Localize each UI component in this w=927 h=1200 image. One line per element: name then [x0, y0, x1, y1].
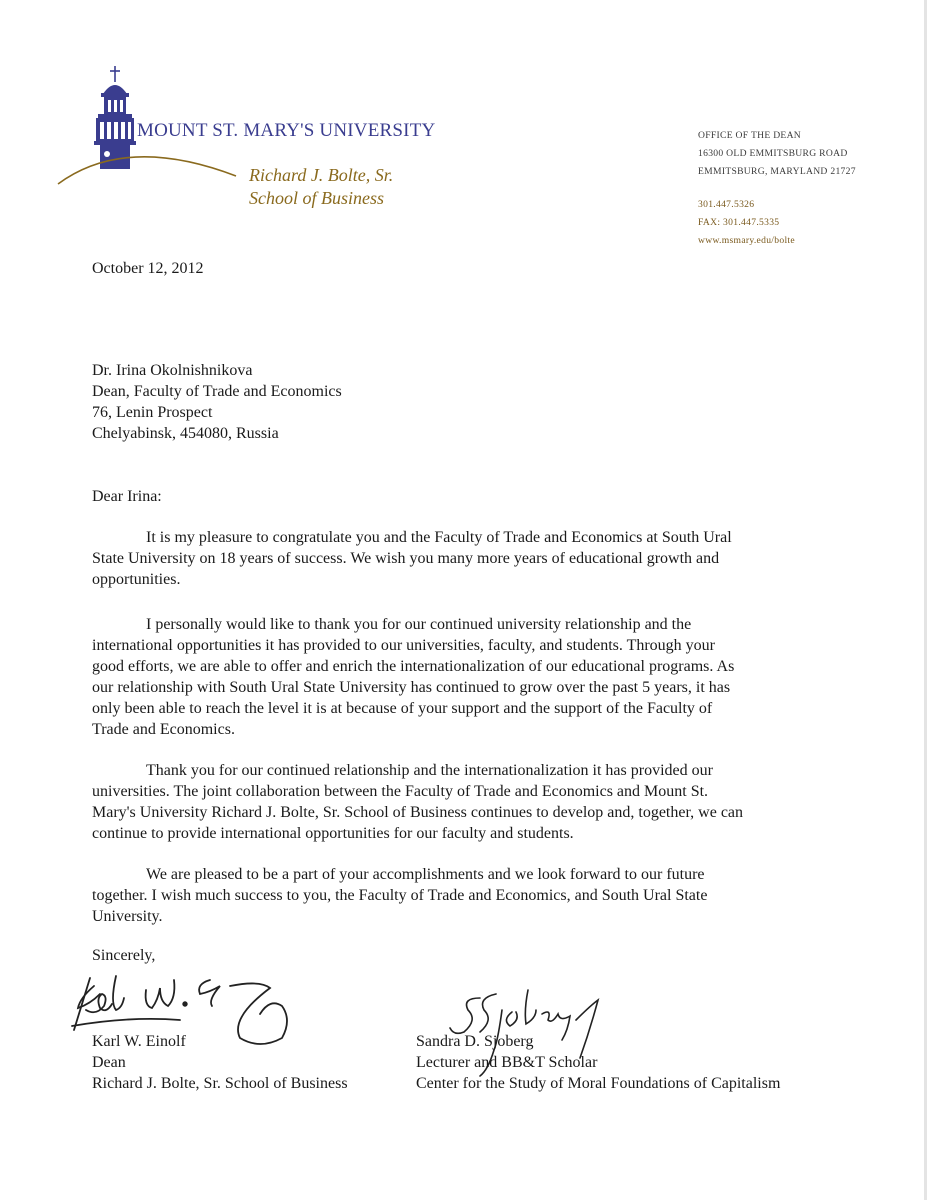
paragraph-line: opportunities. [92, 571, 181, 588]
paragraph-line: Trade and Economics. [92, 721, 235, 738]
paragraph-line: international opportunities it has provided to our universities, faculty, and students. Through your [92, 637, 715, 654]
body-paragraph [92, 527, 852, 590]
office-line: 16300 OLD EMMITSBURG ROAD [698, 148, 848, 159]
salutation: Dear Irina: [92, 488, 162, 505]
body-paragraph [92, 760, 852, 844]
paragraph-line: Mary's University Richard J. Bolte, Sr. School of Business continues to develop and, together, we can [92, 804, 744, 821]
paragraph-line: We are pleased to be a part of your accomplishments and we look forward to our future [146, 866, 705, 883]
school-name-line1: Richard J. Bolte, Sr. [249, 165, 394, 185]
paragraph-line: State University on 18 years of success. We wish you many more years of educational growth and [92, 550, 720, 567]
paragraph-line: our relationship with South Ural State University has continued to grow over the past 5 years, it has [92, 679, 731, 696]
office-address [698, 127, 856, 181]
recipient-address [92, 360, 342, 444]
website-link[interactable]: www.msmary.edu/bolte [698, 235, 795, 246]
paragraph-line: University. [92, 908, 163, 925]
paragraph-line: Thank you for our continued relationship and the internationalization it has provided our [146, 762, 713, 779]
phone-number: 301.447.5326 [698, 199, 755, 210]
signer-name: Karl W. Einolf [92, 1033, 186, 1050]
signer-title: Dean [92, 1054, 126, 1071]
school-name-line2: School of Business [249, 188, 384, 208]
recipient-line: Chelyabinsk, 454080, Russia [92, 425, 279, 442]
office-line: OFFICE OF THE DEAN [698, 130, 802, 141]
body-paragraph [92, 864, 852, 927]
school-name [249, 164, 393, 210]
signer-title: Lecturer and BB&T Scholar [416, 1054, 598, 1071]
paragraph-line: continue to provide international opportunities for our faculty and students. [92, 825, 574, 842]
closing: Sincerely, [92, 947, 156, 964]
signer-organization: Center for the Study of Moral Foundations of Capitalism [416, 1075, 781, 1092]
paragraph-line: only been able to reach the level it is at because of your support and the support of the Faculty of [92, 700, 713, 717]
paragraph-line: I personally would like to thank you for our continued university relationship and the [146, 616, 692, 633]
signer-name: Sandra D. Sjoberg [416, 1033, 534, 1050]
university-name: MOUNT ST. MARY'S UNIVERSITY [137, 120, 436, 141]
recipient-line: Dr. Irina Okolnishnikova [92, 362, 253, 379]
body-paragraph [92, 614, 852, 740]
letter-date: October 12, 2012 [92, 260, 204, 277]
paragraph-line: together. I wish much success to you, the Faculty of Trade and Economics, and South Ural State [92, 887, 708, 904]
office-line: EMMITSBURG, MARYLAND 21727 [698, 166, 856, 177]
signer-sandra-sjoberg [416, 1031, 780, 1094]
contact-info [698, 196, 795, 250]
paragraph-line: It is my pleasure to congratulate you and the Faculty of Trade and Economics at South Ural [146, 529, 732, 546]
paragraph-line: good efforts, we are able to offer and enrich the internationalization of our educational programs. As [92, 658, 735, 675]
paragraph-line: universities. The joint collaboration between the Faculty of Trade and Economics and Mount St. [92, 783, 709, 800]
signer-organization: Richard J. Bolte, Sr. School of Business [92, 1075, 348, 1092]
recipient-line: Dean, Faculty of Trade and Economics [92, 383, 342, 400]
signer-karl-einolf [92, 1031, 348, 1094]
recipient-line: 76, Lenin Prospect [92, 404, 213, 421]
fax-number: FAX: 301.447.5335 [698, 217, 780, 228]
